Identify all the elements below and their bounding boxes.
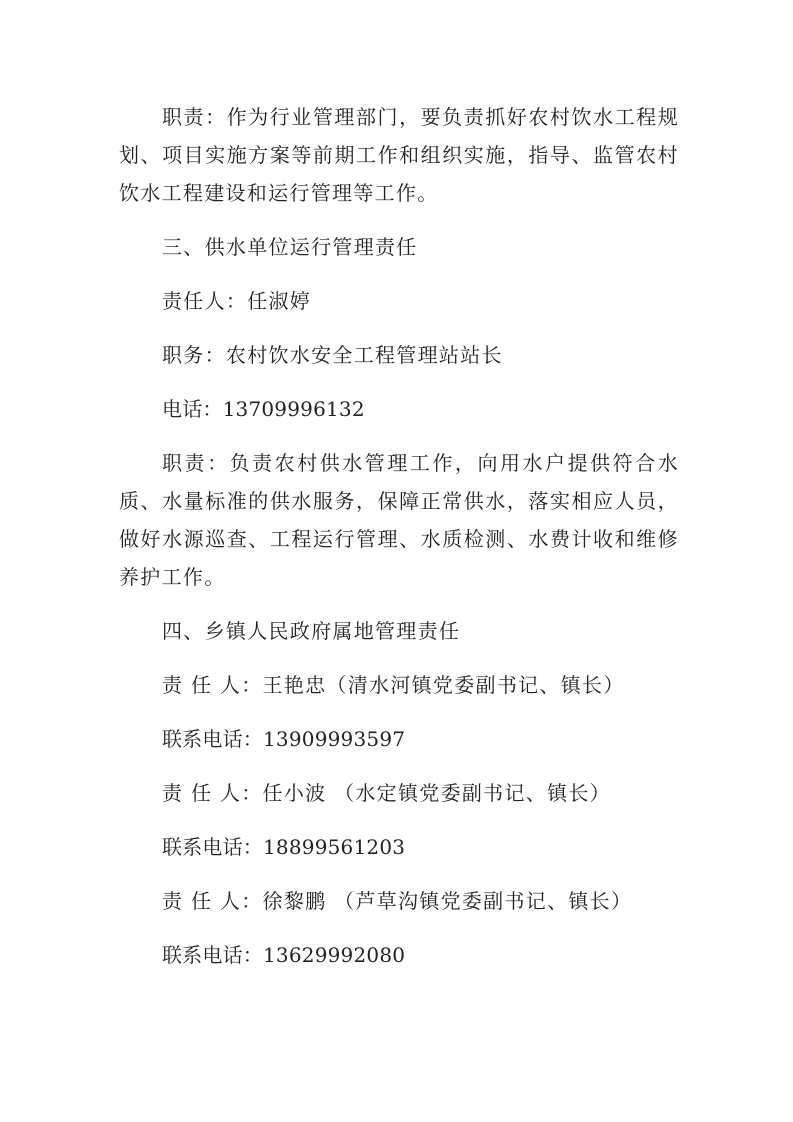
document-body [119, 98, 679, 974]
phone-line-qingshuihe: 联系电话：13909993597 [162, 727, 406, 751]
section-heading-township-government: 四、乡镇人民政府属地管理责任 [162, 619, 461, 643]
responsible-person-qingshuihe: 责 任 人：王艳忠（清水河镇党委副书记、镇长） [162, 673, 625, 697]
responsible-person-shuiding: 责 任 人：任小波 （水定镇党委副书记、镇长） [162, 781, 611, 805]
phone-line-lucaogou: 联系电话：13629992080 [162, 943, 406, 967]
phone-line-shuiding: 联系电话：18899561203 [162, 835, 406, 859]
duty-paragraph-water-supply-unit: 职责：负责农村供水管理工作，向用水户提供符合水质、水量标准的供水服务，保障正常供水，落实相应人员，做好水源巡查、工程运行管理、水质检测、水费计收和维修养护工作。 [119, 451, 679, 589]
section-heading-water-supply-unit: 三、供水单位运行管理责任 [162, 235, 418, 259]
responsible-person-lucaogou: 责 任 人：徐黎鹏 （芦草沟镇党委副书记、镇长） [162, 889, 633, 913]
duty-paragraph-water-dept: 职责：作为行业管理部门，要负责抓好农村饮水工程规划、项目实施方案等前期工作和组织实施，指导、监管农村饮水工程建设和运行管理等工作。 [119, 105, 679, 205]
phone-line: 电话：13709996132 [162, 397, 365, 421]
position-line: 职务：农村饮水安全工程管理站站长 [162, 343, 503, 367]
responsible-person-line: 责任人：任淑婷 [162, 289, 312, 313]
